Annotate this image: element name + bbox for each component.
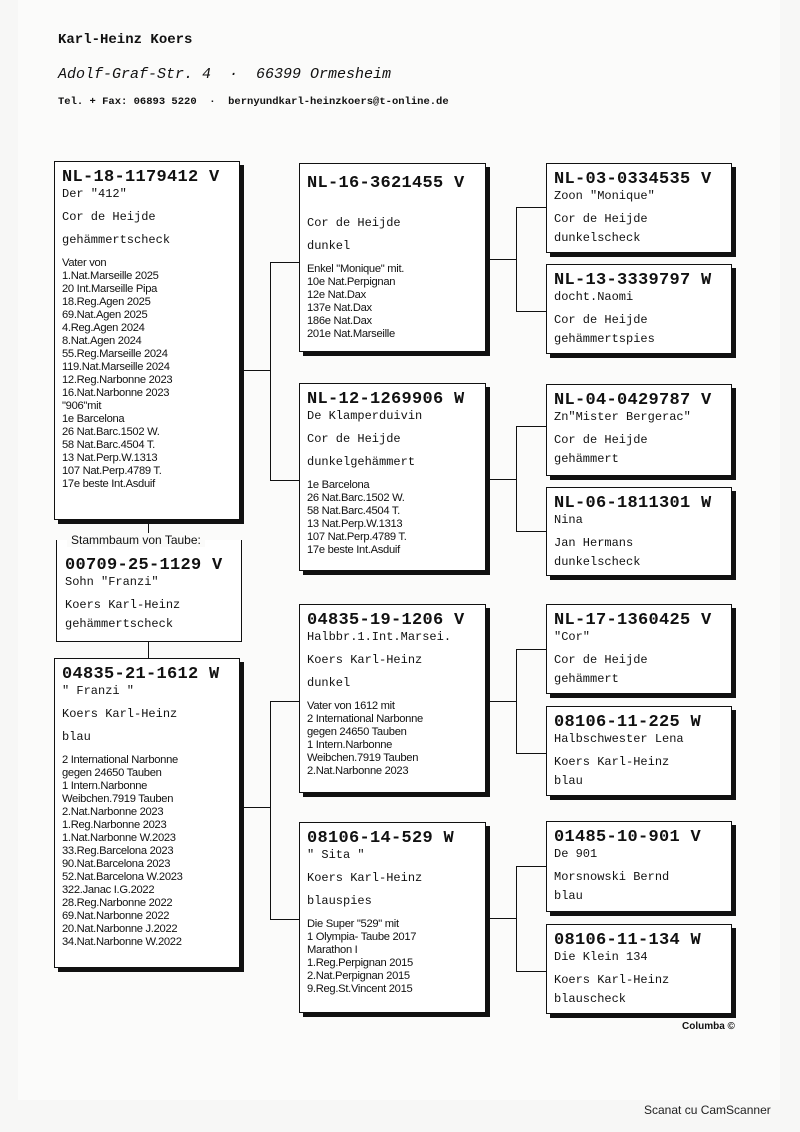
owner-name: Karl-Heinz Koers — [58, 32, 193, 48]
performance-entry: 58 Nat.Barc.4504 T. — [307, 505, 400, 517]
pigeon-name: De Klamperduivin — [307, 409, 423, 423]
performance-list — [307, 700, 478, 778]
ring-number: NL-17-1360425 V — [554, 611, 712, 630]
performance-entry: 1.Nat.Narbonne W.2023 — [62, 832, 176, 844]
ring-number: NL-13-3339797 W — [554, 271, 712, 290]
breeder: Koers Karl-Heinz — [62, 707, 178, 721]
performance-entry: 13 Nat.Perp.W.1313 — [307, 518, 403, 530]
connector — [486, 918, 517, 919]
pigeon-name: docht.Naomi — [554, 290, 634, 304]
grandparent-card — [299, 604, 486, 793]
performance-entry: 9.Reg.St.Vincent 2015 — [307, 983, 413, 995]
connector — [270, 262, 300, 263]
performance-entry: 1.Reg.Perpignan 2015 — [307, 957, 413, 969]
ring-number: 01485-10-901 V — [554, 828, 702, 847]
color: blauspies — [307, 894, 372, 908]
breeder: Cor de Heijde — [307, 432, 401, 446]
connector — [516, 426, 517, 531]
color: gehämmertscheck — [65, 617, 174, 631]
great-grandparent-card — [546, 163, 732, 253]
performance-entry: 201e Nat.Marseille — [307, 328, 395, 340]
connector — [240, 807, 271, 808]
breeder: Cor de Heijde — [307, 216, 401, 230]
great-grandparent-card — [546, 924, 732, 1014]
pigeon-name: Die Klein 134 — [554, 950, 648, 964]
connector — [516, 753, 546, 754]
color: blau — [554, 889, 583, 903]
performance-entry: Marathon I — [307, 944, 358, 956]
performance-entry: 90.Nat.Barcelona 2023 — [62, 858, 171, 870]
great-grandparent-card — [546, 706, 732, 796]
performance-entry: gegen 24650 Tauben — [307, 726, 407, 738]
performance-entry: 28.Reg.Narbonne 2022 — [62, 897, 173, 909]
ring-number: 08106-11-225 W — [554, 713, 702, 732]
breeder: Koers Karl-Heinz — [65, 598, 181, 612]
performance-entry: 20 Int.Marseille Pipa — [62, 283, 158, 295]
breeder: Cor de Heijde — [554, 433, 648, 447]
pigeon-name: Der "412" — [62, 187, 127, 201]
performance-entry: 1e Barcelona — [62, 413, 125, 425]
performance-entry: 13 Nat.Perp.W.1313 — [62, 452, 158, 464]
pigeon-name: Halbbr.1.Int.Marsei. — [307, 630, 452, 644]
breeder: Cor de Heijde — [554, 313, 648, 327]
ring-number: NL-04-0429787 V — [554, 391, 712, 410]
connector — [270, 919, 300, 920]
color: gehämmert — [554, 672, 619, 686]
ring-number: 04835-19-1206 V — [307, 611, 465, 630]
performance-entry: 119.Nat.Marseille 2024 — [62, 361, 170, 373]
connector — [516, 649, 517, 753]
performance-entry: 20.Nat.Narbonne J.2022 — [62, 923, 178, 935]
color: dunkelscheck — [554, 231, 641, 245]
great-grandparent-card — [546, 384, 732, 476]
performance-entry: 52.Nat.Barcelona W.2023 — [62, 871, 183, 883]
pigeon-name: " Franzi " — [62, 684, 135, 698]
grandparent-card — [299, 822, 486, 1013]
pigeon-name: Sohn "Franzi" — [65, 575, 159, 589]
ring-number: 08106-11-134 W — [554, 931, 702, 950]
ring-number: NL-03-0334535 V — [554, 170, 712, 189]
connector — [516, 531, 546, 532]
performance-list — [62, 257, 232, 491]
breeder: Koers Karl-Heinz — [307, 653, 423, 667]
performance-entry: 26 Nat.Barc.1502 W. — [62, 426, 160, 438]
ring-number: 00709-25-1129 V — [65, 556, 223, 575]
performance-entry: 16.Nat.Narbonne 2023 — [62, 387, 170, 399]
connector — [486, 259, 517, 260]
performance-entry: 107 Nat.Perp.4789 T. — [307, 531, 407, 543]
connector — [516, 866, 517, 971]
performance-entry: 17e beste Int.Asduif — [307, 544, 400, 556]
grandparent-card — [299, 163, 486, 352]
performance-entry: 34.Nat.Narbonne W.2022 — [62, 936, 182, 948]
connector — [516, 311, 546, 312]
ring-number: 08106-14-529 W — [307, 829, 455, 848]
performance-entry: 322.Janac I.G.2022 — [62, 884, 155, 896]
connector — [516, 426, 546, 427]
software-credit: Columba © — [682, 1021, 735, 1032]
performance-entry: 2 International Narbonne — [62, 754, 178, 766]
performance-list — [307, 479, 478, 557]
breeder: Jan Hermans — [554, 536, 634, 550]
performance-entry: 2.Nat.Perpignan 2015 — [307, 970, 410, 982]
great-grandparent-card — [546, 264, 732, 354]
performance-entry: 69.Nat.Agen 2025 — [62, 309, 148, 321]
performance-entry: 58 Nat.Barc.4504 T. — [62, 439, 155, 451]
color: dunkel — [307, 239, 351, 253]
color: blau — [554, 774, 583, 788]
scanner-watermark: Scanat cu CamScanner — [644, 1103, 771, 1117]
performance-entry: 12e Nat.Dax — [307, 289, 366, 301]
performance-entry: 2.Nat.Narbonne 2023 — [62, 806, 164, 818]
breeder: Koers Karl-Heinz — [307, 871, 423, 885]
color: dunkelscheck — [554, 555, 641, 569]
section-title: Stammbaum von Taube: — [67, 533, 205, 547]
ring-number: 04835-21-1612 W — [62, 665, 220, 684]
performance-entry: 2 International Narbonne — [307, 713, 423, 725]
performance-list — [62, 754, 232, 949]
great-grandparent-card — [546, 487, 732, 576]
connector — [516, 207, 546, 208]
performance-entry: 107 Nat.Perp.4789 T. — [62, 465, 162, 477]
pigeon-name: Zn"Mister Bergerac" — [554, 410, 691, 424]
performance-entry: 186e Nat.Dax — [307, 315, 372, 327]
performance-entry: 8.Nat.Agen 2024 — [62, 335, 142, 347]
breeder: Koers Karl-Heinz — [554, 755, 670, 769]
color: blauscheck — [554, 992, 627, 1006]
performance-entry: Weibchen.7919 Tauben — [307, 752, 419, 764]
performance-entry: 1 Intern.Narbonne — [307, 739, 393, 751]
ring-number: NL-12-1269906 W — [307, 390, 465, 409]
connector — [486, 479, 517, 480]
grandparent-card — [299, 383, 486, 571]
breeder: Morsnowski Bernd — [554, 870, 670, 884]
ring-number: NL-06-1811301 W — [554, 494, 712, 513]
connector — [516, 971, 546, 972]
great-grandparent-card — [546, 604, 732, 694]
performance-entry: Die Super "529" mit — [307, 918, 399, 930]
performance-entry: 26 Nat.Barc.1502 W. — [307, 492, 405, 504]
performance-entry: 1 Intern.Narbonne — [62, 780, 148, 792]
performance-entry: 2.Nat.Narbonne 2023 — [307, 765, 409, 777]
pigeon-name — [307, 193, 478, 207]
connector — [516, 649, 546, 650]
performance-entry: Vater von 1612 mit — [307, 700, 395, 712]
performance-entry: gegen 24650 Tauben — [62, 767, 162, 779]
color: blau — [62, 730, 91, 744]
color: gehämmert — [554, 452, 619, 466]
breeder: Cor de Heijde — [554, 212, 648, 226]
performance-entry: 1.Nat.Marseille 2025 — [62, 270, 159, 282]
performance-entry: 1e Barcelona — [307, 479, 370, 491]
owner-address: Adolf-Graf-Str. 4 · 66399 Ormesheim — [58, 66, 392, 83]
performance-entry: Enkel "Monique" mit. — [307, 263, 405, 275]
mother-card — [54, 658, 240, 968]
performance-entry: 1 Olympia- Taube 2017 — [307, 931, 417, 943]
pigeon-name: De 901 — [554, 847, 598, 861]
connector — [516, 866, 546, 867]
great-grandparent-card — [546, 821, 732, 912]
performance-entry: Weibchen.7919 Tauben — [62, 793, 174, 805]
pigeon-name: Halbschwester Lena — [554, 732, 684, 746]
performance-list — [307, 918, 478, 996]
breeder: Koers Karl-Heinz — [554, 973, 670, 987]
connector — [486, 701, 517, 702]
color: gehämmertscheck — [62, 233, 171, 247]
performance-entry: 4.Reg.Agen 2024 — [62, 322, 145, 334]
owner-contact: Tel. + Fax: 06893 5220 · bernyundkarl-heinzkoers@t-online.de — [58, 96, 449, 108]
ring-number: NL-16-3621455 V — [307, 174, 465, 193]
pigeon-name: Nina — [554, 513, 583, 527]
pigeon-name: Zoon "Monique" — [554, 189, 655, 203]
performance-entry: 18.Reg.Agen 2025 — [62, 296, 151, 308]
connector — [148, 641, 149, 658]
connector — [270, 262, 271, 480]
performance-entry: 69.Nat.Narbonne 2022 — [62, 910, 170, 922]
connector — [270, 701, 300, 702]
color: dunkel — [307, 676, 351, 690]
performance-list — [307, 263, 478, 341]
pigeon-name: "Cor" — [554, 630, 591, 644]
performance-entry: 33.Reg.Barcelona 2023 — [62, 845, 174, 857]
connector — [240, 370, 271, 371]
connector — [516, 207, 517, 311]
color: gehämmertspies — [554, 332, 655, 346]
ring-number: NL-18-1179412 V — [62, 168, 220, 187]
connector — [270, 480, 300, 481]
performance-entry: 17e beste Int.Asduif — [62, 478, 155, 490]
performance-entry: 1.Reg.Narbonne 2023 — [62, 819, 167, 831]
color: dunkelgehämmert — [307, 455, 416, 469]
subject-card — [56, 533, 242, 642]
breeder: Cor de Heijde — [62, 210, 156, 224]
performance-entry: 12.Reg.Narbonne 2023 — [62, 374, 173, 386]
performance-entry: "906"mit — [62, 400, 102, 412]
breeder: Cor de Heijde — [554, 653, 648, 667]
performance-entry: 10e Nat.Perpignan — [307, 276, 396, 288]
father-card — [54, 161, 240, 520]
connector — [270, 701, 271, 919]
performance-entry: 137e Nat.Dax — [307, 302, 372, 314]
performance-entry: Vater von — [62, 257, 107, 269]
pigeon-name: " Sita " — [307, 848, 365, 862]
performance-entry: 55.Reg.Marseille 2024 — [62, 348, 168, 360]
